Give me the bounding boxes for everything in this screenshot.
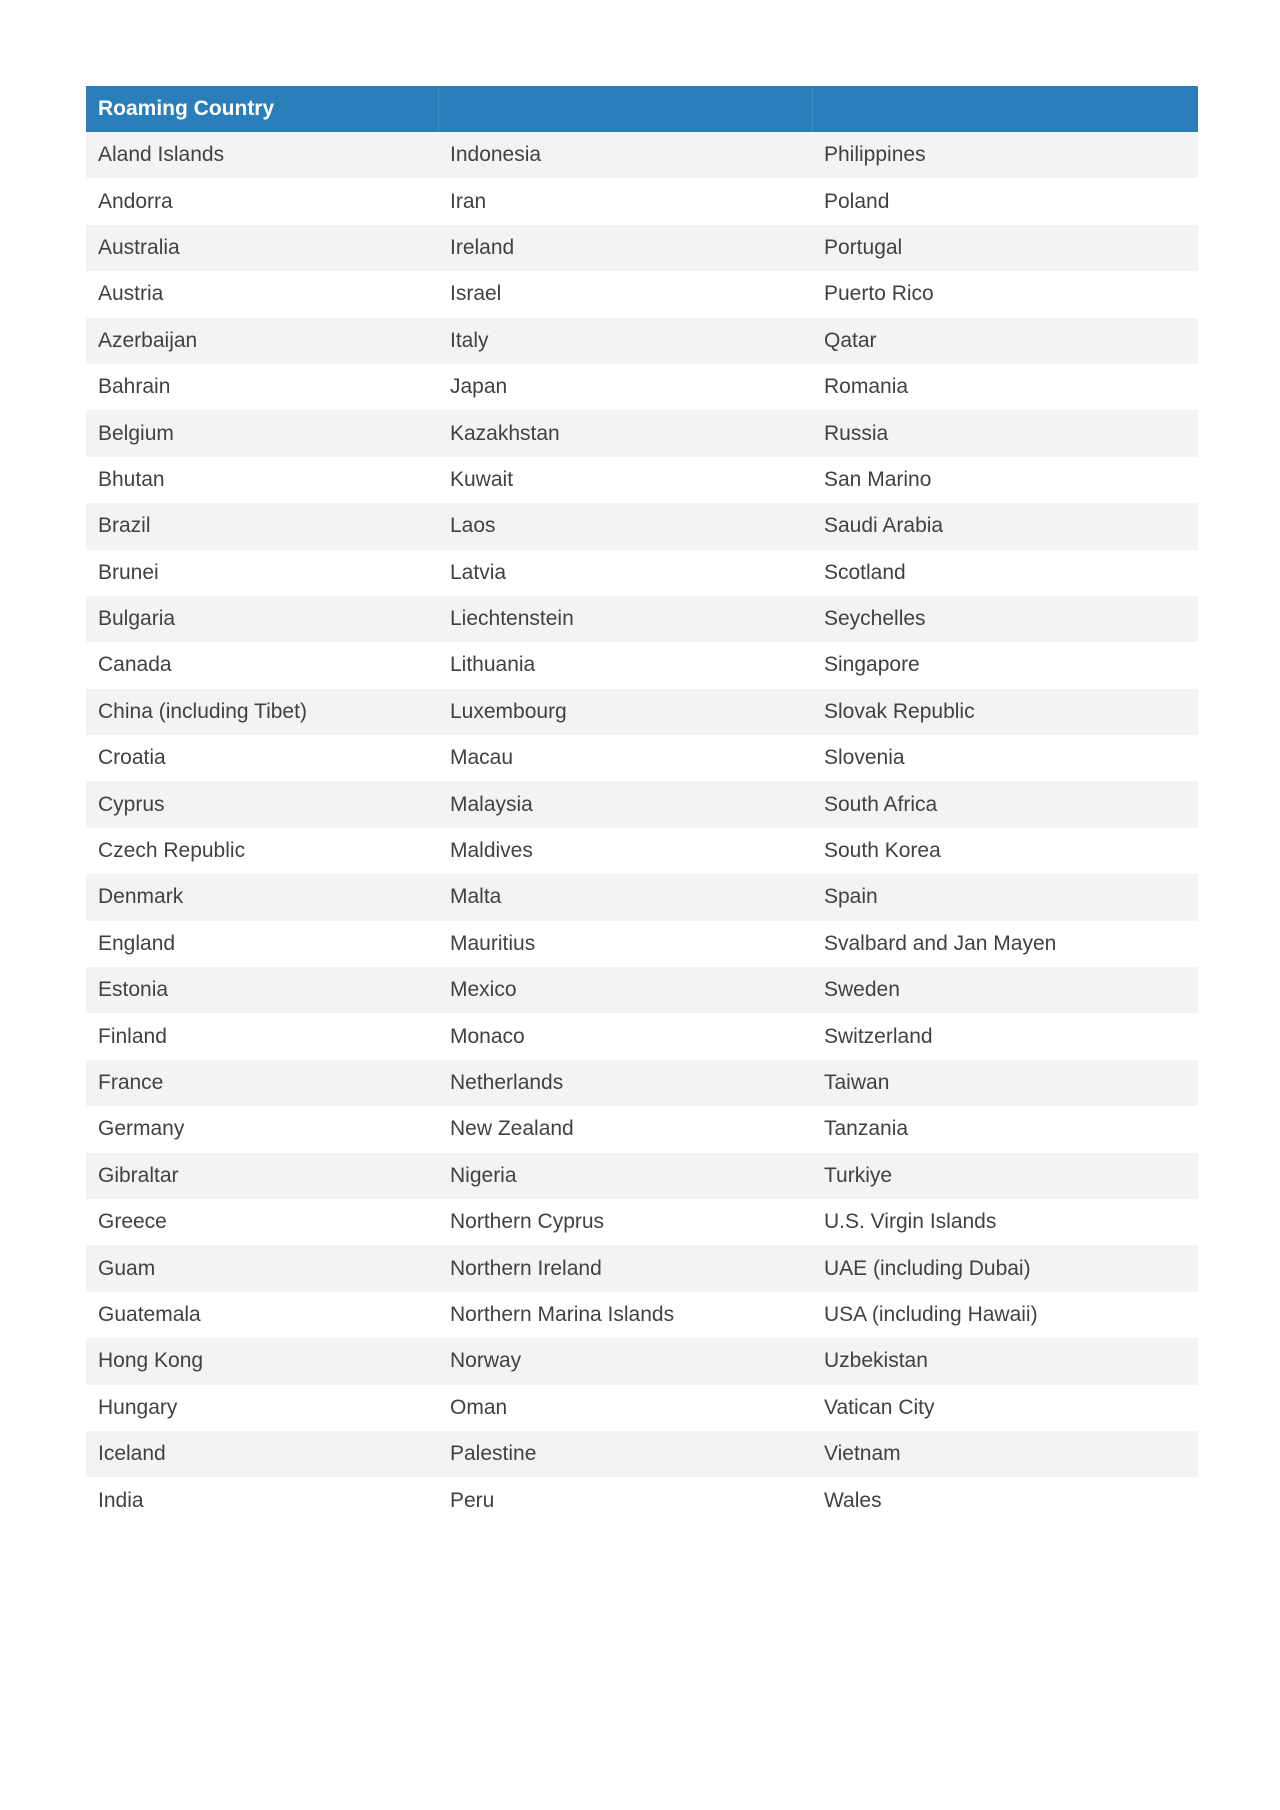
table-row <box>86 271 1198 317</box>
column-header-roaming-country: Roaming Country <box>86 86 438 132</box>
country-cell: Poland <box>812 178 1198 224</box>
country-cell: Macau <box>438 735 812 781</box>
country-cell: USA (including Hawaii) <box>812 1292 1198 1338</box>
table-row <box>86 1153 1198 1199</box>
country-cell: China (including Tibet) <box>86 689 438 735</box>
country-cell: Brunei <box>86 550 438 596</box>
country-cell: Romania <box>812 364 1198 410</box>
country-cell: Mauritius <box>438 921 812 967</box>
country-cell: Malaysia <box>438 781 812 827</box>
country-cell: Kuwait <box>438 457 812 503</box>
table-row <box>86 781 1198 827</box>
country-cell: Gibraltar <box>86 1153 438 1199</box>
country-cell: Guam <box>86 1245 438 1291</box>
column-header-blank <box>438 86 812 132</box>
table-header <box>86 86 1198 132</box>
country-cell: Azerbaijan <box>86 318 438 364</box>
country-cell: Oman <box>438 1385 812 1431</box>
country-cell: Saudi Arabia <box>812 503 1198 549</box>
country-cell: Australia <box>86 225 438 271</box>
table-row <box>86 1013 1198 1059</box>
country-cell: Lithuania <box>438 642 812 688</box>
table-row <box>86 689 1198 735</box>
country-cell: Netherlands <box>438 1060 812 1106</box>
country-cell: San Marino <box>812 457 1198 503</box>
table-row <box>86 967 1198 1013</box>
table-row <box>86 225 1198 271</box>
table-row <box>86 921 1198 967</box>
country-cell: Taiwan <box>812 1060 1198 1106</box>
table-row <box>86 410 1198 456</box>
country-cell: Germany <box>86 1106 438 1152</box>
country-cell: Slovak Republic <box>812 689 1198 735</box>
column-header-blank <box>812 86 1198 132</box>
country-cell: Singapore <box>812 642 1198 688</box>
table-row <box>86 642 1198 688</box>
country-cell: Svalbard and Jan Mayen <box>812 921 1198 967</box>
table-row <box>86 1106 1198 1152</box>
country-cell: Luxembourg <box>438 689 812 735</box>
table-row <box>86 1385 1198 1431</box>
country-cell: Turkiye <box>812 1153 1198 1199</box>
table-header-row <box>86 86 1198 132</box>
country-cell: Greece <box>86 1199 438 1245</box>
country-cell: Czech Republic <box>86 828 438 874</box>
country-cell: Qatar <box>812 318 1198 364</box>
table-row <box>86 550 1198 596</box>
country-cell: Philippines <box>812 132 1198 178</box>
table-row <box>86 364 1198 410</box>
country-cell: Nigeria <box>438 1153 812 1199</box>
table-row <box>86 132 1198 178</box>
country-cell: France <box>86 1060 438 1106</box>
country-cell: Northern Marina Islands <box>438 1292 812 1338</box>
table-row <box>86 1245 1198 1291</box>
country-cell: Switzerland <box>812 1013 1198 1059</box>
country-cell: Italy <box>438 318 812 364</box>
table-row <box>86 318 1198 364</box>
country-cell: Spain <box>812 874 1198 920</box>
country-cell: Slovenia <box>812 735 1198 781</box>
table-row <box>86 503 1198 549</box>
table-row <box>86 1292 1198 1338</box>
country-cell: New Zealand <box>438 1106 812 1152</box>
country-cell: Sweden <box>812 967 1198 1013</box>
country-cell: Bahrain <box>86 364 438 410</box>
country-cell: Liechtenstein <box>438 596 812 642</box>
country-cell: Guatemala <box>86 1292 438 1338</box>
country-cell: Bhutan <box>86 457 438 503</box>
country-cell: England <box>86 921 438 967</box>
country-cell: Cyprus <box>86 781 438 827</box>
table-row <box>86 828 1198 874</box>
country-cell: Norway <box>438 1338 812 1384</box>
table-row <box>86 1338 1198 1384</box>
country-cell: India <box>86 1477 438 1523</box>
country-cell: Aland Islands <box>86 132 438 178</box>
country-cell: Iceland <box>86 1431 438 1477</box>
country-cell: Portugal <box>812 225 1198 271</box>
table-row <box>86 735 1198 781</box>
country-cell: Finland <box>86 1013 438 1059</box>
table-row <box>86 1060 1198 1106</box>
country-cell: Croatia <box>86 735 438 781</box>
table-row <box>86 1199 1198 1245</box>
country-cell: Andorra <box>86 178 438 224</box>
country-cell: Seychelles <box>812 596 1198 642</box>
country-cell: Laos <box>438 503 812 549</box>
country-cell: Mexico <box>438 967 812 1013</box>
country-cell: Kazakhstan <box>438 410 812 456</box>
country-cell: Northern Ireland <box>438 1245 812 1291</box>
country-cell: Tanzania <box>812 1106 1198 1152</box>
country-cell: Peru <box>438 1477 812 1523</box>
country-cell: Estonia <box>86 967 438 1013</box>
country-cell: Austria <box>86 271 438 317</box>
table-row <box>86 1431 1198 1477</box>
country-cell: Russia <box>812 410 1198 456</box>
country-cell: Hungary <box>86 1385 438 1431</box>
country-cell: Belgium <box>86 410 438 456</box>
country-cell: Bulgaria <box>86 596 438 642</box>
country-cell: Vietnam <box>812 1431 1198 1477</box>
country-cell: South Africa <box>812 781 1198 827</box>
table-row <box>86 457 1198 503</box>
country-cell: Malta <box>438 874 812 920</box>
country-cell: Canada <box>86 642 438 688</box>
country-cell: Denmark <box>86 874 438 920</box>
table-row <box>86 178 1198 224</box>
country-cell: Ireland <box>438 225 812 271</box>
country-cell: Iran <box>438 178 812 224</box>
table-body <box>86 132 1198 1524</box>
roaming-country-table <box>86 86 1198 1524</box>
country-cell: U.S. Virgin Islands <box>812 1199 1198 1245</box>
table-row <box>86 596 1198 642</box>
country-cell: Israel <box>438 271 812 317</box>
table-row <box>86 1477 1198 1523</box>
country-cell: UAE (including Dubai) <box>812 1245 1198 1291</box>
country-cell: Indonesia <box>438 132 812 178</box>
country-cell: Latvia <box>438 550 812 596</box>
country-cell: Monaco <box>438 1013 812 1059</box>
country-cell: Uzbekistan <box>812 1338 1198 1384</box>
country-cell: Japan <box>438 364 812 410</box>
country-cell: Maldives <box>438 828 812 874</box>
table-row <box>86 874 1198 920</box>
country-cell: Northern Cyprus <box>438 1199 812 1245</box>
country-cell: Wales <box>812 1477 1198 1523</box>
country-cell: Puerto Rico <box>812 271 1198 317</box>
country-cell: Vatican City <box>812 1385 1198 1431</box>
country-cell: South Korea <box>812 828 1198 874</box>
country-cell: Hong Kong <box>86 1338 438 1384</box>
country-cell: Scotland <box>812 550 1198 596</box>
country-cell: Brazil <box>86 503 438 549</box>
country-cell: Palestine <box>438 1431 812 1477</box>
